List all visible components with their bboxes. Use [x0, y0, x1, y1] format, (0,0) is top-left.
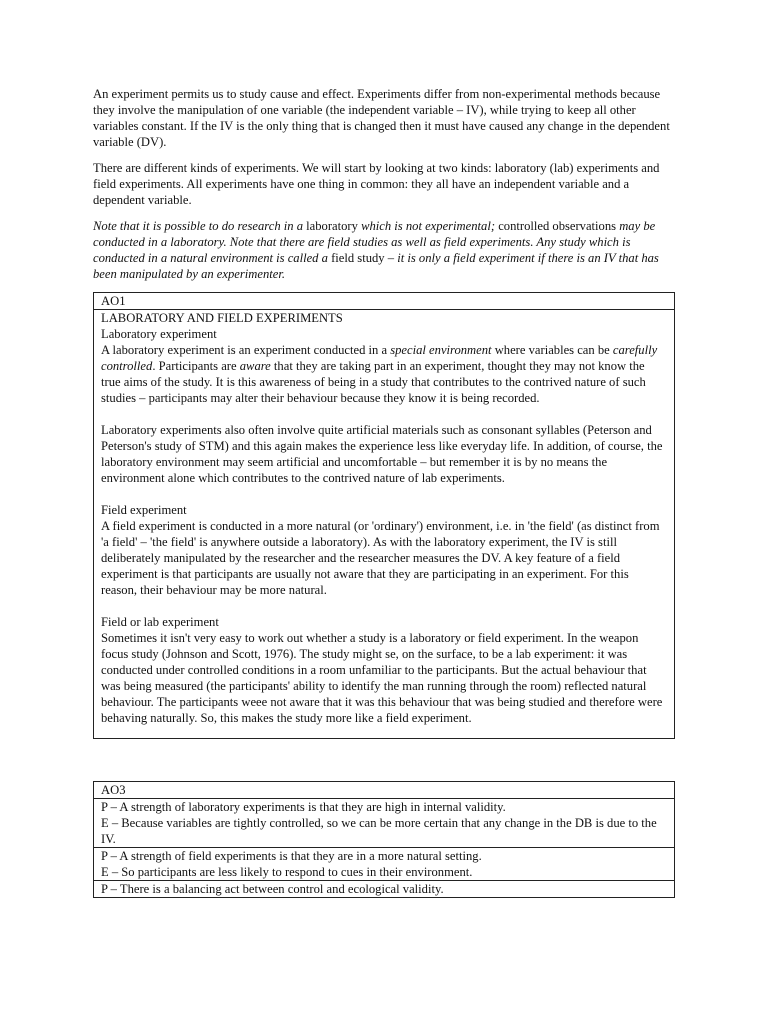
ao1-header: AO1: [94, 293, 674, 310]
ao3-box: [93, 781, 675, 898]
field-study-term: field study: [331, 251, 385, 265]
ao1-title: LABORATORY AND FIELD EXPERIMENTS: [101, 311, 343, 325]
field-heading: Field experiment: [101, 503, 187, 517]
field-term: A field experiment: [101, 519, 196, 533]
intro-paragraph-2: There are different kinds of experiments. We will start by looking at two kinds: laboratory (lab) experiments and field experiments. All experiments have one thing in common: they all have an independent variable and a dependent variable.: [93, 161, 660, 207]
lab-paragraph-1: A laboratory experiment is an experiment conducted in a special environment where variables can be carefully controlled. Participants are aware that they are taking part in an experiment, thought they may not know the true aims of the study. It is this awareness of being in a study that contributes to the contrived nature of such studies – participants may alter their behaviour because they know it is being recorded.: [101, 343, 658, 405]
lab-term: A laboratory experiment: [101, 343, 225, 357]
lab-heading: Laboratory experiment: [101, 327, 217, 341]
laboratory-term: laboratory: [306, 219, 358, 233]
ao3-row-1: P – A strength of laboratory experiments is that they are high in internal validity. E – Because variables are tightly controlled, so we can be more certain that any change in the DB is due to the IV.: [94, 798, 674, 847]
field-paragraph: A field experiment is conducted in a more natural (or 'ordinary') environment, i.e. in 'the field' (as distinct from 'a field' – 'the field' is anywhere outside a laboratory). As with the laboratory experiment, the IV is still deliberately manipulated by the researcher and the researcher measures the DV. A key feature of a field experiment is that participants are usually not aware that they are participating in an experiment. For this reason, their behaviour may be more natural.: [101, 519, 660, 597]
ao1-box: [93, 292, 675, 739]
controlled-observations-term: controlled observations: [498, 219, 617, 233]
field-or-lab-paragraph: Sometimes it isn't very easy to work out whether a study is a laboratory or field experiment. In the weapon focus study (Johnson and Scott, 1976). The study might se, on the surface, to be a lab experiment: it was conducted under controlled conditions in a room unfamiliar to the participants. But the actual behaviour that was being measured (the participants' ability to identify the man running through the room) reflected natural behaviour. The participants weee not aware that it was this behaviour that was being studied and therefore were behaving naturally. So, this makes the study more like a field experiment.: [101, 631, 663, 725]
lab-paragraph-2: Laboratory experiments also often involve quite artificial materials such as consonant syllables (Peterson and Peterson's study of STM) and this again makes the experience less like everyday life. In addition, of course, the laboratory environment may seem artificial and uncomfortable – but remember it is by no means the environment alone which contributes to the contrived nature of lab experiments.: [101, 423, 663, 485]
ao3-header: AO3: [101, 783, 126, 797]
intro-paragraph-1: An experiment permits us to study cause and effect. Experiments differ from non-experimental methods because they involve the manipulation of one variable (the independent variable – IV), while trying to keep all other variables constant. If the IV is the only thing that is changed then it must have caused any change in the dependent variable (DV).: [93, 87, 670, 149]
note-paragraph: Note that it is possible to do research in a laboratory which is not experimental; controlled observations may be conducted in a laboratory. Note that there are field studies as well as field experiments. Any study which is conducted in a natural environment is called a field study – it is only a field experiment if there is an IV that has been manipulated by an experimenter.: [93, 219, 659, 281]
ao3-row-2: P – A strength of field experiments is that they are in a more natural setting. E – So participants are less likely to respond to cues in their environment.: [94, 847, 674, 880]
ao1-body: [94, 310, 674, 738]
field-or-lab-heading: Field or lab experiment: [101, 615, 219, 629]
ao3-row-3: P – There is a balancing act between control and ecological validity.: [94, 880, 674, 897]
document-page: [93, 86, 675, 898]
